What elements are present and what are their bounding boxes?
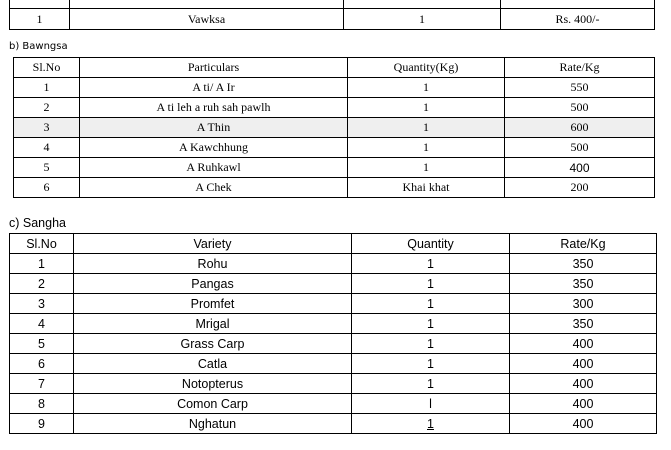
table-row: [10, 314, 657, 334]
cell-quantity: [344, 0, 501, 9]
cell-rate: 400: [510, 334, 657, 354]
cell-variety: Catla: [74, 354, 352, 374]
cell-rate: 400: [510, 394, 657, 414]
cell-quantity: 1: [348, 78, 505, 98]
cell-rate: 350: [510, 254, 657, 274]
header-rate: Rate/Kg: [510, 234, 657, 254]
cell-rate: 400: [510, 374, 657, 394]
cell-quantity: Khai khat: [348, 178, 505, 198]
table-a: [9, 0, 655, 30]
table-row: [10, 294, 657, 314]
table-row: [10, 414, 657, 434]
cell-slno: 3: [14, 118, 80, 138]
cell-quantity: 1: [348, 118, 505, 138]
cell-rate: 500: [505, 98, 655, 118]
table-row: [10, 254, 657, 274]
cell-slno: 7: [10, 374, 74, 394]
cell-quantity: 1: [352, 274, 510, 294]
table-sangha: [9, 233, 657, 434]
table-row: [14, 158, 655, 178]
cell-rate: [501, 0, 655, 9]
cell-slno: 4: [14, 138, 80, 158]
cell-quantity: 1: [352, 374, 510, 394]
table-row: [14, 138, 655, 158]
header-quantity: Quantity: [352, 234, 510, 254]
cell-rate: 400: [510, 354, 657, 374]
cell-slno: 6: [10, 354, 74, 374]
cell-particulars: A Kawchhung: [80, 138, 348, 158]
cell-quantity: 1: [352, 354, 510, 374]
cell-slno: 3: [10, 294, 74, 314]
header-slno: Sl.No: [10, 234, 74, 254]
cell-rate: 400: [510, 414, 657, 434]
cell-rate: 350: [510, 314, 657, 334]
section-b-label: b) Bawngsa: [9, 41, 68, 52]
header-particulars: Particulars: [80, 58, 348, 78]
cell-particulars: A Ruhkawl: [80, 158, 348, 178]
cell-slno: 5: [14, 158, 80, 178]
header-slno: Sl.No: [14, 58, 80, 78]
table-row: [10, 9, 655, 30]
cell-rate: 550: [505, 78, 655, 98]
cell-rate: 500: [505, 138, 655, 158]
table-row: [14, 78, 655, 98]
table-header-row: [14, 58, 655, 78]
cell-slno: 2: [10, 274, 74, 294]
cell-quantity: 1: [352, 314, 510, 334]
table-row: [10, 334, 657, 354]
cell-variety: Rohu: [74, 254, 352, 274]
cell-quantity: 1: [352, 294, 510, 314]
cell-quantity: 1: [352, 334, 510, 354]
cell-slno: 6: [14, 178, 80, 198]
cell-variety: Notopterus: [74, 374, 352, 394]
cell-rate: Rs. 400/-: [501, 9, 655, 30]
cell-particulars: A ti leh a ruh sah pawlh: [80, 98, 348, 118]
cell-variety: Pangas: [74, 274, 352, 294]
cell-slno: 8: [10, 394, 74, 414]
cell-variety: Promfet: [74, 294, 352, 314]
cell-quantity: 1: [352, 254, 510, 274]
cell-variety: Comon Carp: [74, 394, 352, 414]
cell-rate: 300: [510, 294, 657, 314]
header-quantity: Quantity(Kg): [348, 58, 505, 78]
cell-particulars: Vawksa: [70, 9, 344, 30]
cell-slno: 1: [10, 9, 70, 30]
cell-rate: 200: [505, 178, 655, 198]
cell-slno: [10, 0, 70, 9]
table-row: [10, 394, 657, 414]
cell-variety: Mrigal: [74, 314, 352, 334]
cell-quantity: 1: [348, 158, 505, 178]
cell-rate: 400: [505, 158, 655, 178]
table-row: [14, 118, 655, 138]
cell-quantity: 1: [348, 98, 505, 118]
cell-quantity: 1: [348, 138, 505, 158]
cell-slno: 2: [14, 98, 80, 118]
table-bawngsa: [13, 57, 655, 198]
cell-slno: 4: [10, 314, 74, 334]
table-header-row: [10, 234, 657, 254]
table-row: [10, 274, 657, 294]
cell-slno: 1: [14, 78, 80, 98]
table-row: [14, 98, 655, 118]
table-row: [14, 178, 655, 198]
cell-particulars: A ti/ A Ir: [80, 78, 348, 98]
cell-rate: 350: [510, 274, 657, 294]
cell-particulars: [70, 0, 344, 9]
cell-particulars: A Chek: [80, 178, 348, 198]
quantity-value: 1: [427, 416, 434, 431]
table-row: [10, 374, 657, 394]
cell-quantity: 1: [344, 9, 501, 30]
cell-slno: 1: [10, 254, 74, 274]
cell-quantity: l: [352, 394, 510, 414]
table-row: [10, 354, 657, 374]
cell-variety: Grass Carp: [74, 334, 352, 354]
cell-variety: Nghatun: [74, 414, 352, 434]
cell-slno: 9: [10, 414, 74, 434]
header-rate: Rate/Kg: [505, 58, 655, 78]
cell-slno: 5: [10, 334, 74, 354]
section-c-label: c) Sangha: [9, 216, 66, 230]
cell-particulars: A Thin: [80, 118, 348, 138]
table-row: [10, 0, 655, 9]
cell-rate: 600: [505, 118, 655, 138]
cell-quantity: [352, 414, 510, 434]
header-variety: Variety: [74, 234, 352, 254]
